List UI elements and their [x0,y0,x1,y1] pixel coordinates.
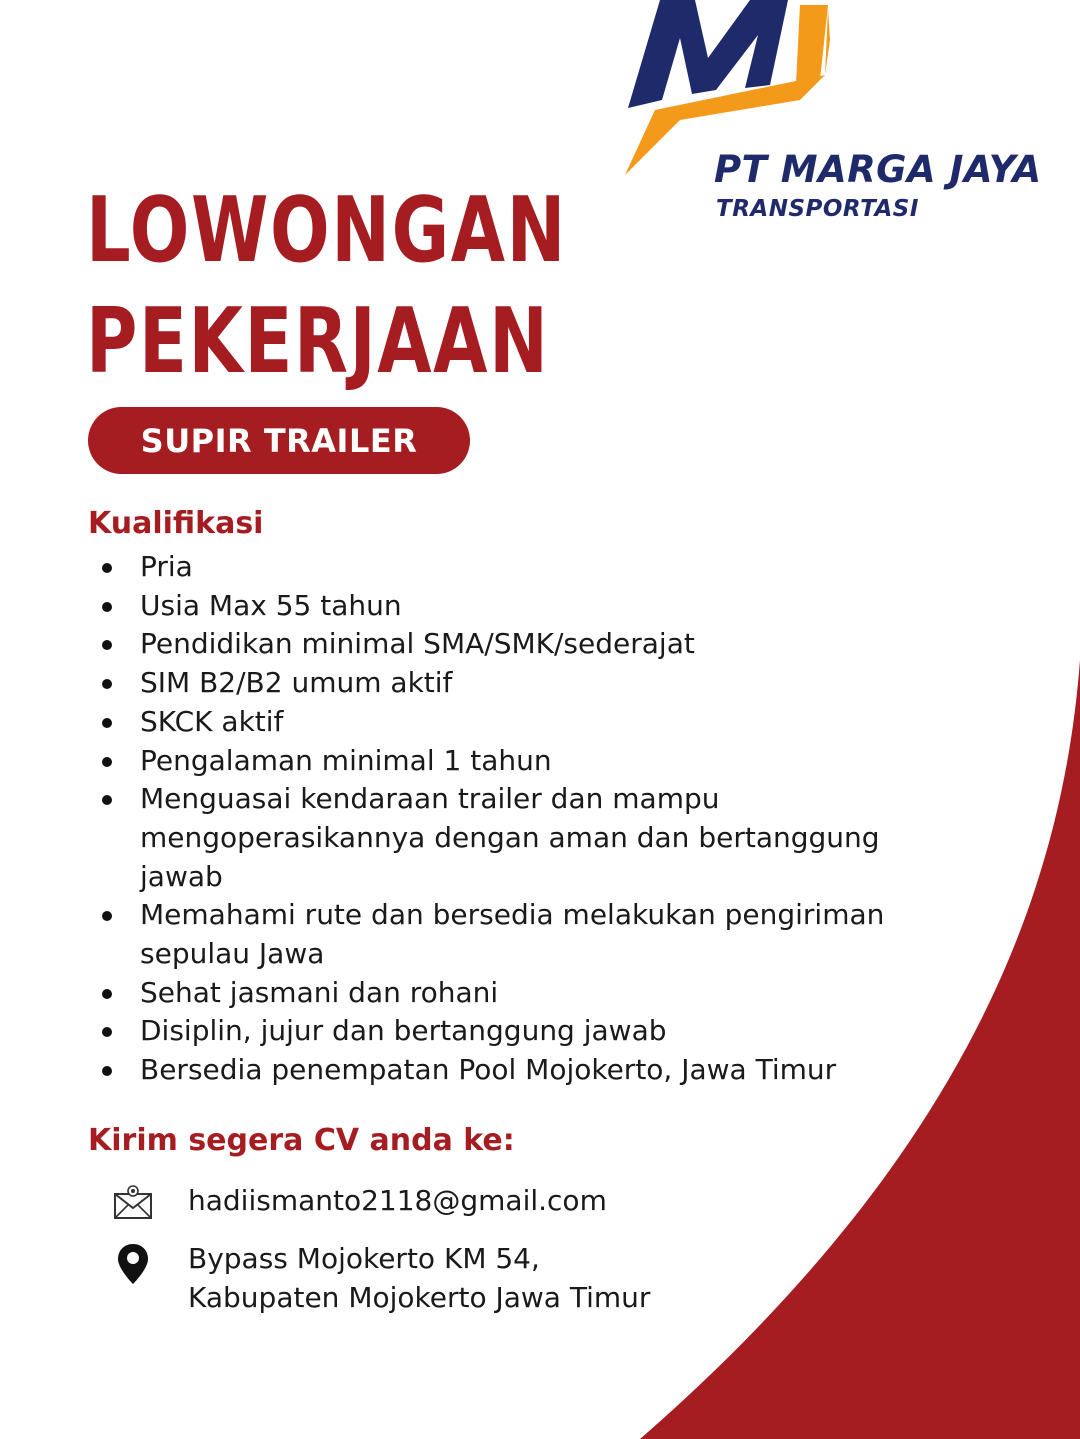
qualification-text: Usia Max 55 tahun [140,588,402,622]
bullet-icon [102,640,112,650]
qualification-text: Sehat jasmani dan rohani [140,975,499,1009]
qualification-item [100,703,920,742]
contact-address-text [188,1240,650,1317]
qualification-item [100,1051,920,1090]
qualification-text: Menguasai kendaraan trailer dan mampu mengoperasikannya dengan aman dan bertanggung jawab [140,782,880,893]
qualification-text: Pendidikan minimal SMA/SMK/sederajat [140,627,695,661]
position-label: SUPIR TRAILER [140,421,418,460]
bullet-icon [102,1066,112,1076]
location-pin-icon [110,1240,156,1286]
address-line-1: Bypass Mojokerto KM 54, [188,1242,540,1275]
company-logo [620,0,1040,240]
bullet-icon [102,989,112,999]
qualifications-list [100,548,920,1090]
bullet-icon [102,718,112,728]
qualification-text: Pengalaman minimal 1 tahun [140,743,552,777]
headline-line-2: PEKERJAAN [86,289,550,394]
bullet-icon [102,679,112,689]
qualification-item [100,625,920,664]
bullet-icon [102,911,112,921]
qualifications-title: Kualifikasi [88,506,264,541]
send-cv-title: Kirim segera CV anda ke: [88,1123,515,1158]
contact-email [110,1182,607,1228]
bullet-icon [102,602,112,612]
qualification-item [100,664,920,703]
logo-company-name: PT MARGA JAYA [714,148,1042,191]
qualification-item [100,780,920,896]
qualification-text: Disiplin, jujur dan bertanggung jawab [140,1014,667,1048]
address-line-2: Kabupaten Mojokerto Jawa Timur [188,1280,651,1314]
qualification-item [100,587,920,626]
email-icon [110,1182,156,1228]
qualification-text: Memahami rute dan bersedia melakukan pengiriman sepulau Jawa [140,898,885,971]
qualification-item [100,742,920,781]
qualification-item [100,974,920,1013]
qualification-text: Pria [140,550,193,583]
bullet-icon [102,563,112,573]
qualification-item [100,1012,920,1051]
bullet-icon [102,1027,112,1037]
contact-address [110,1240,650,1317]
bullet-icon [102,795,112,805]
qualification-item [100,548,920,587]
position-badge [88,407,470,474]
contact-email-text[interactable]: hadiismanto2118@gmail.com [188,1184,607,1217]
logo-company-subtitle: TRANSPORTASI [716,196,919,222]
qualification-text: SIM B2/B2 umum aktif [140,666,453,700]
headline-line-1: LOWONGAN [86,178,567,283]
qualification-text: Bersedia penempatan Pool Mojokerto, Jawa Timur [140,1053,837,1087]
qualification-item [100,896,920,973]
bullet-icon [102,757,112,767]
qualification-text: SKCK aktif [140,704,284,738]
